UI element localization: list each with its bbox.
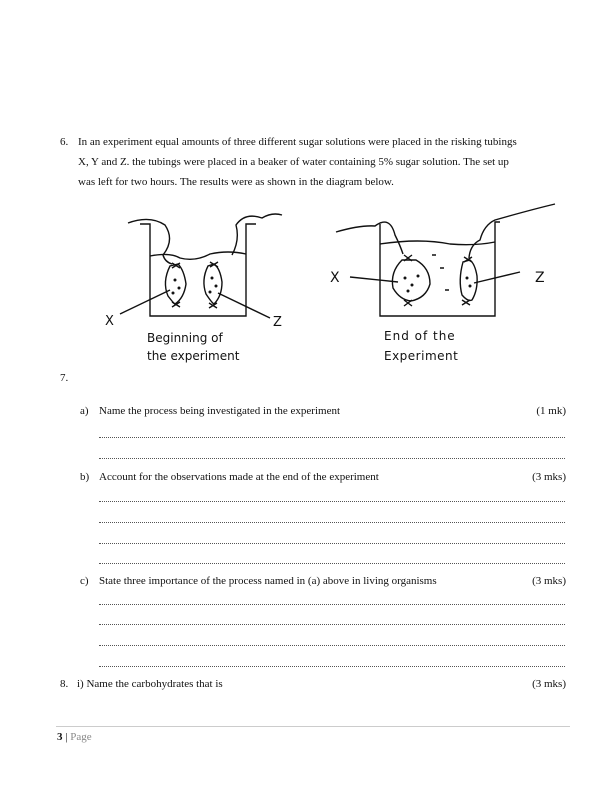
label-z-end: Z	[535, 270, 545, 286]
question-6-line-3: was left for two hours. The results were as shown in the diagram below.	[78, 176, 394, 188]
answer-line[interactable]	[99, 543, 565, 544]
caption-beginning-2: the experiment	[147, 349, 240, 363]
answer-line[interactable]	[99, 624, 565, 625]
beaker-beginning	[120, 214, 282, 318]
caption-beginning-1: Beginning of	[147, 331, 223, 345]
answer-line[interactable]	[99, 604, 565, 605]
page-label: Page	[70, 731, 92, 743]
question-6-line-1: In an experiment equal amounts of three different sugar solutions were placed in the risking tubings	[78, 136, 517, 148]
footer-separator: |	[62, 731, 71, 743]
caption-end-1: End of the	[384, 329, 456, 343]
page-number: 3	[57, 731, 63, 743]
answer-line[interactable]	[99, 522, 565, 523]
page-footer	[57, 731, 92, 743]
answer-line[interactable]	[99, 458, 565, 459]
part-b-marks: (3 mks)	[532, 471, 566, 483]
part-b-text: Account for the observations made at the end of the experiment	[99, 471, 379, 483]
part-c-label: c)	[80, 575, 89, 587]
answer-line[interactable]	[99, 563, 565, 564]
part-a-marks: (1 mk)	[536, 405, 566, 417]
question-6-number: 6.	[60, 136, 69, 148]
caption-end-2: Experiment	[384, 349, 459, 363]
part-b-label: b)	[80, 471, 90, 483]
answer-line[interactable]	[99, 501, 565, 502]
label-x-beginning: X	[105, 314, 114, 329]
question-8-number: 8.	[60, 678, 69, 690]
question-8-text: i) Name the carbohydrates that is	[77, 678, 223, 690]
part-a-text: Name the process being investigated in the experiment	[99, 405, 341, 417]
footer-divider	[56, 726, 570, 727]
answer-line[interactable]	[99, 645, 565, 646]
part-c-marks: (3 mks)	[532, 575, 566, 587]
answer-line[interactable]	[99, 437, 565, 438]
answer-line[interactable]	[99, 666, 565, 667]
beaker-end	[336, 204, 555, 316]
label-z-beginning: Z	[273, 315, 282, 330]
question-6-line-2: X, Y and Z. the tubings were placed in a beaker of water containing 5% sugar solution. The set up	[78, 156, 509, 168]
label-x-end: X	[330, 270, 340, 286]
question-7-number: 7.	[60, 372, 69, 384]
question-8-marks: (3 mks)	[532, 678, 566, 690]
part-a-label: a)	[80, 405, 89, 417]
part-c-text: State three importance of the process named in (a) above in living organisms	[99, 575, 437, 587]
